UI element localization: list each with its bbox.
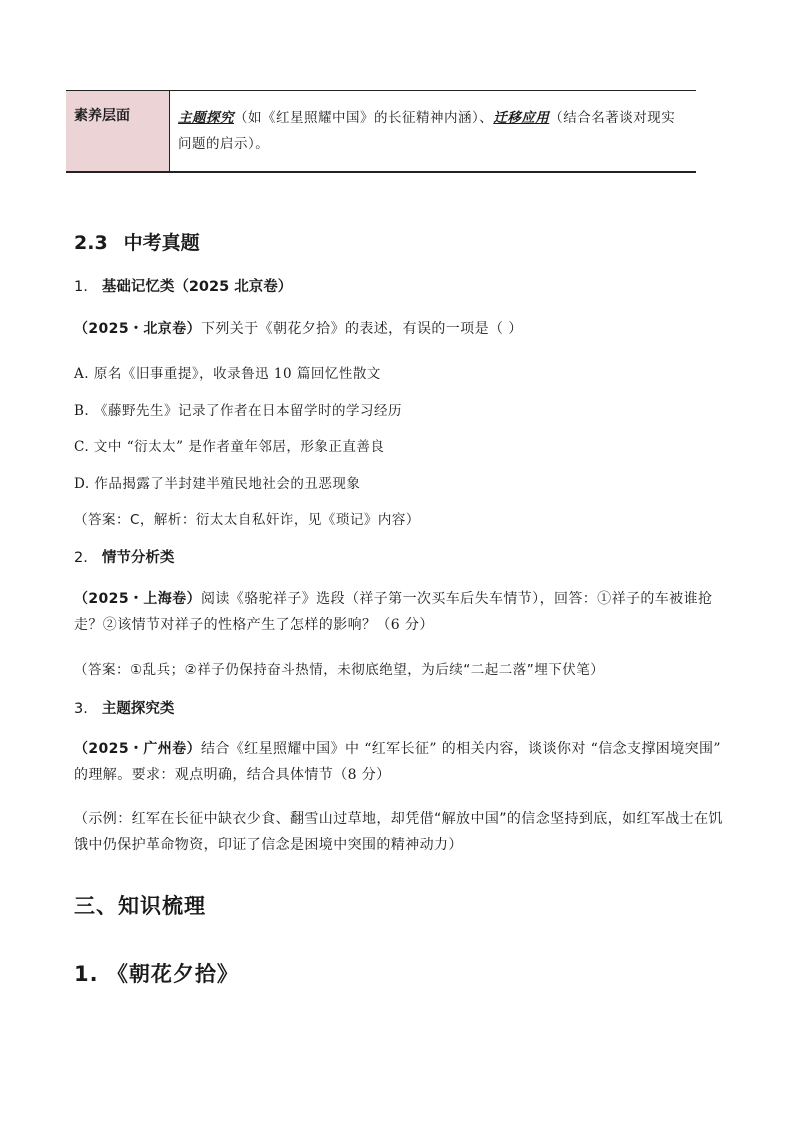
table-label-cell: 素养层面 <box>66 91 170 171</box>
q3-heading-text: 主题探究类 <box>101 701 175 717</box>
q1-heading <box>74 275 292 296</box>
section-number: 2.3 <box>74 232 108 254</box>
section-3-1-heading: 1. 《朝花夕拾》 <box>74 962 239 986</box>
q2-answer: （答案：①乱兵；②祥子仍保持奋斗热情，未彻底绝望，为后续“二起二落”埋下伏笔） <box>74 662 605 678</box>
q1-stem <box>74 316 734 342</box>
table-content-cell <box>170 91 696 171</box>
q2-heading <box>74 546 174 567</box>
q3-number: 3. <box>74 701 88 717</box>
q1-source: （2025・北京卷） <box>74 321 201 337</box>
q3-heading <box>74 697 174 718</box>
q3-stem <box>74 736 734 788</box>
q2-stem-text: 阅读《骆驼祥子》选段（祥子第一次买车后失车情节），回答：①祥子的车被谁抢走？②该情节对祥子的性格产生了怎样的影响？（6 分） <box>74 591 713 633</box>
q2-number: 2. <box>74 550 88 566</box>
q1-option-b: B. 《藤野先生》记录了作者在日本留学时的学习经历 <box>74 403 403 419</box>
theme-inquiry-text: （如《红星照耀中国》的长征精神内涵）、 <box>234 110 494 126</box>
transfer-apply-text: （结合名著谈对现实问题的启示）。 <box>178 110 676 152</box>
q3-source: （2025・广州卷） <box>74 741 201 757</box>
q3-stem-text: 结合《红星照耀中国》中 “红军长征” 的相关内容，谈谈你对 “信念支撑困境突围” 的理解。要求：观点明确，结合具体情节（8 分） <box>74 741 721 783</box>
q1-option-d: D. 作品揭露了半封建半殖民地社会的丑恶现象 <box>74 476 361 492</box>
q1-number: 1. <box>74 279 88 295</box>
q1-option-a: A. 原名《旧事重提》，收录鲁迅 10 篇回忆性散文 <box>74 366 381 382</box>
q2-stem <box>74 586 734 638</box>
q1-heading-text: 基础记忆类（2025 北京卷） <box>101 279 293 295</box>
section-title: 中考真题 <box>123 232 200 254</box>
q1-stem-text: 下列关于《朝花夕拾》的表述，有误的一项是（ ） <box>200 321 523 337</box>
section-2-3-heading <box>74 228 200 255</box>
q1-answer: （答案：C，解析：衍太太自私奸诈，见《琐记》内容） <box>74 512 420 528</box>
literacy-table-row <box>66 90 696 173</box>
q3-answer: （示例：红军在长征中缺衣少食、翻雪山过草地，却凭借“解放中国”的信念坚持到底，如红军战士在饥饿中仍保护革命物资，印证了信念是困境中突围的精神动力） <box>74 811 723 853</box>
q1-option-c: C. 文中 “衍太太” 是作者童年邻居，形象正直善良 <box>74 439 385 455</box>
transfer-apply-label: 迁移应用 <box>493 110 550 126</box>
q2-source: （2025・上海卷） <box>74 591 201 607</box>
section-3-heading: 三、知识梳理 <box>74 894 206 918</box>
q2-heading-text: 情节分析类 <box>101 550 175 566</box>
theme-inquiry-label: 主题探究 <box>178 110 234 126</box>
